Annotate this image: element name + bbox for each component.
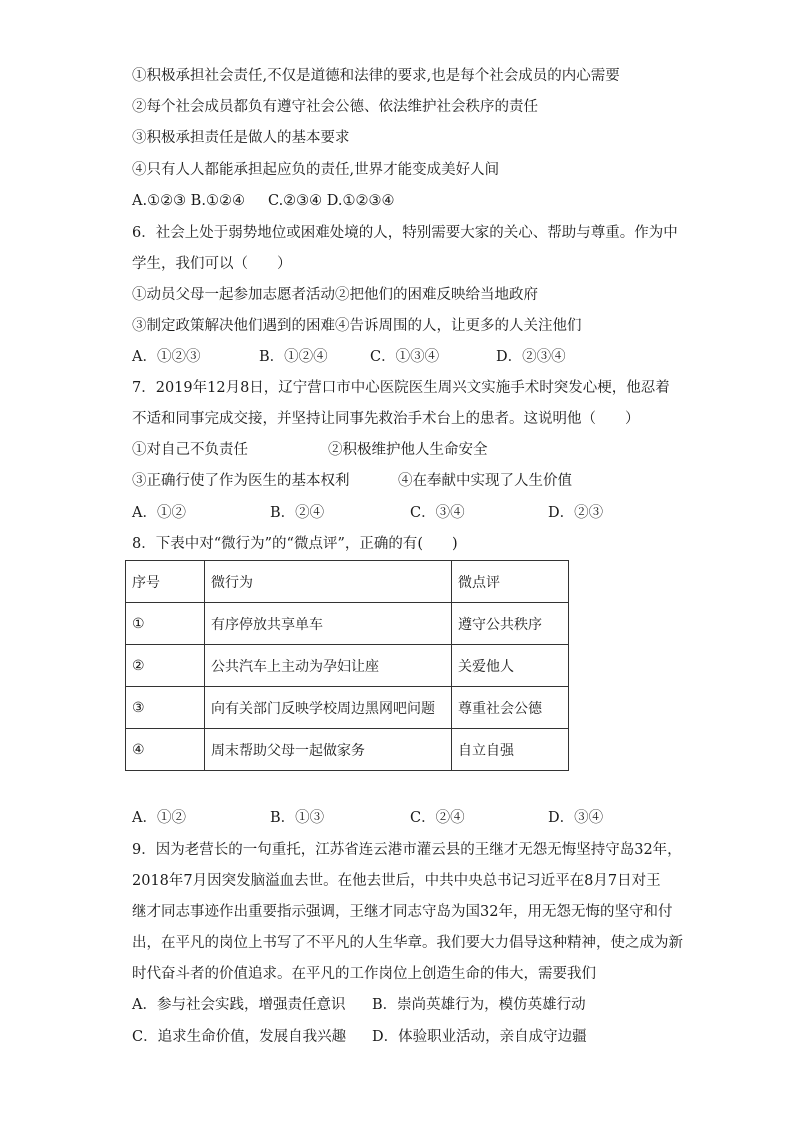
q5-item-4: ④只有人人都能承担起应负的责任,世界才能变成美好人间 <box>132 162 500 178</box>
q5-item-3: ③积极承担责任是做人的基本要求 <box>132 130 350 146</box>
table-cell: 自立自强 <box>452 729 569 771</box>
q9-option-d: D．体验职业活动，亲自成守边疆 <box>372 1029 587 1045</box>
q7-item-1: ①对自己不负责任 <box>132 442 248 458</box>
table-row <box>126 729 569 771</box>
q9-option-a: A．参与社会实践，增强责任意识 <box>132 997 346 1013</box>
q6-item-line-1: ①动员父母一起参加志愿者活动②把他们的困难反映给当地政府 <box>132 287 538 303</box>
q8-option-a: A．①② <box>132 810 186 826</box>
q9-option-c: C．追求生命价值，发展自我兴趣 <box>132 1029 347 1045</box>
q7-option-a: A．①② <box>132 505 186 521</box>
table-cell: ③ <box>126 687 205 729</box>
q9-option-b: B．崇尚英雄行为，模仿英雄行动 <box>372 997 586 1013</box>
table-row <box>126 687 569 729</box>
table-cell: 尊重社会公德 <box>452 687 569 729</box>
q9-stem-line-4: 出，在平凡的岗位上书写了不平凡的人生华章。我们要大力倡导这种精神，使之成为新 <box>132 935 683 951</box>
table-cell: ④ <box>126 729 205 771</box>
q7-option-b: B．②④ <box>270 505 325 521</box>
q7-stem-line-1: 7．2019年12月8日，辽宁营口市中心医院医生周兴文实施手术时突发心梗，他忍着 <box>132 380 670 396</box>
q6-option-c: C．①③④ <box>370 349 440 365</box>
q7-item-4: ④在奉献中实现了人生价值 <box>398 473 572 489</box>
q7-item-3: ③正确行使了作为医生的基本权利 <box>132 473 350 489</box>
table-row <box>126 603 569 645</box>
q6-stem-line-1: 6．社会上处于弱势地位或困难处境的人，特别需要大家的关心、帮助与尊重。作为中 <box>132 225 678 241</box>
q8-stem: 8．下表中对“微行为”的“微点评”，正确的有( ) <box>132 536 458 552</box>
table-cell: 有序停放共享单车 <box>205 603 452 645</box>
table-cell: ① <box>126 603 205 645</box>
table-cell: ② <box>126 645 205 687</box>
q8-option-b: B．①③ <box>270 810 325 826</box>
q5-options: A.①②③ B.①②④ C.②③④ D.①②③④ <box>132 193 395 209</box>
q9-stem-line-5: 时代奋斗者的价值追求。在平凡的工作岗位上创造生命的伟大，需要我们 <box>132 966 596 982</box>
table-header-cell: 微行为 <box>205 561 452 603</box>
q8-option-d: D．③④ <box>548 810 604 826</box>
q9-stem-line-3: 继才同志事迹作出重要指示强调，王继才同志守岛为国32年，用无怨无悔的坚守和付 <box>132 904 673 920</box>
q6-option-b: B．①②④ <box>259 349 328 365</box>
table-header-row <box>126 561 569 603</box>
q8-option-c: C．②④ <box>410 810 465 826</box>
q6-option-d: D．②③④ <box>496 349 566 365</box>
q5-item-1: ①积极承担社会责任,不仅是道德和法律的要求,也是每个社会成员的内心需要 <box>132 68 620 84</box>
table-row <box>126 645 569 687</box>
table-cell: 遵守公共秩序 <box>452 603 569 645</box>
q6-stem-line-2: 学生，我们可以（ ） <box>132 256 292 272</box>
q8-table <box>125 560 569 771</box>
q7-item-2: ②积极维护他人生命安全 <box>328 442 488 458</box>
q9-stem-line-1: 9．因为老营长的一句重托，江苏省连云港市灌云县的王继才无怨无悔坚持守岛32年， <box>132 842 682 858</box>
q7-option-d: D．②③ <box>548 505 604 521</box>
table-cell: 向有关部门反映学校周边黑网吧问题 <box>205 687 452 729</box>
q7-stem-line-2: 不适和同事完成交接，并坚持让同事先救治手术台上的患者。这说明他（ ） <box>132 411 640 427</box>
table-cell: 关爱他人 <box>452 645 569 687</box>
q6-item-line-2: ③制定政策解决他们遇到的困难④告诉周围的人，让更多的人关注他们 <box>132 318 582 334</box>
q6-option-a: A．①②③ <box>132 349 201 365</box>
q5-item-2: ②每个社会成员都负有遵守社会公德、依法维护社会秩序的责任 <box>132 99 538 115</box>
table-header-cell: 序号 <box>126 561 205 603</box>
table-cell: 公共汽车上主动为孕妇让座 <box>205 645 452 687</box>
table-cell: 周末帮助父母一起做家务 <box>205 729 452 771</box>
q9-stem-line-2: 2018年7月因突发脑溢血去世。在他去世后，中共中央总书记习近平在8月7日对王 <box>132 873 661 889</box>
table-header-cell: 微点评 <box>452 561 569 603</box>
q7-option-c: C．③④ <box>410 505 465 521</box>
